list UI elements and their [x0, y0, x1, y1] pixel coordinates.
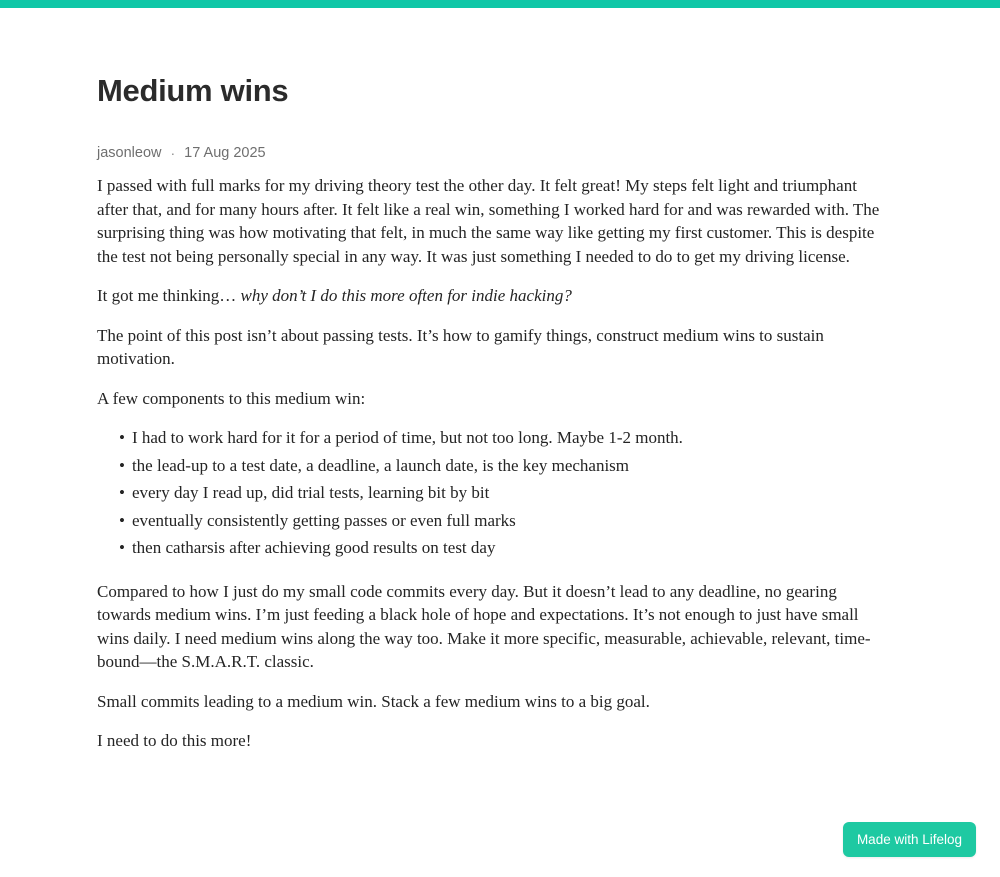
- list-item-text: then catharsis after achieving good results on test day: [131, 538, 496, 558]
- post-body: [97, 174, 887, 753]
- paragraph-text: I passed with full marks for my driving theory test the other day. It felt great! My steps felt light and triumphant after that, and for many hours after. It felt like a real win, something I worked hard for and was rewarded with. The surprising thing was how motivating that felt, in much the same way like getting my first customer. This is despite the test not being personally special in any way. It was just something I needed to do to get my driving license.: [97, 176, 880, 266]
- post-list: [97, 426, 887, 560]
- brand-top-bar: [0, 0, 1000, 8]
- post-paragraph: [97, 580, 887, 674]
- list-item-text: every day I read up, did trial tests, learning bit by bit: [131, 483, 490, 503]
- post-paragraph: [97, 690, 887, 714]
- paragraph-text: I need to do this more!: [97, 731, 252, 751]
- post-meta: [97, 145, 887, 161]
- post-article: [97, 8, 887, 813]
- paragraph-text: Compared to how I just do my small code commits every day. But it doesn’t lead to any deadline, no gearing towards medium wins. I’m just feeding a black hole of hope and expectations. It’s not enough to just have small wins daily. I need medium wins along the way too. Make it more specific, measurable, achievable, relevant, time-bound—the S.M.A.R.T. classic.: [97, 581, 871, 672]
- post-paragraph: [97, 729, 887, 753]
- post-list-item: [119, 536, 887, 560]
- post-list-item: [119, 454, 887, 478]
- post-paragraph: [97, 324, 887, 371]
- post-list-item: [119, 481, 887, 505]
- bullet-marker: •: [119, 510, 125, 530]
- paragraph-text: It got me thinking…: [97, 286, 241, 306]
- made-with-lifelog-badge[interactable]: Made with Lifelog: [843, 822, 976, 857]
- paragraph-text: The point of this post isn’t about passing tests. It’s how to gamify things, construct medium wins to sustain motivation.: [97, 325, 824, 369]
- post-paragraph: [97, 387, 887, 411]
- list-item-text: I had to work hard for it for a period of time, but not too long. Maybe 1-2 month.: [131, 428, 683, 448]
- paragraph-emphasis-text: why don’t I do this more often for indie hacking?: [240, 286, 572, 306]
- post-list-item: [119, 509, 887, 533]
- bullet-marker: •: [119, 428, 125, 448]
- list-item-text: eventually consistently getting passes or even full marks: [131, 510, 516, 530]
- post-date: 17 Aug 2025: [184, 145, 266, 162]
- paragraph-text: Small commits leading to a medium win. Stack a few medium wins to a big goal.: [97, 691, 650, 711]
- post-title: Medium wins: [97, 73, 289, 108]
- paragraph-text: A few components to this medium win:: [97, 388, 366, 408]
- post-paragraph: [97, 284, 887, 308]
- bullet-marker: •: [119, 455, 125, 475]
- list-item-text: the lead-up to a test date, a deadline, a launch date, is the key mechanism: [131, 455, 630, 475]
- post-list-item: [119, 426, 887, 450]
- post-paragraph: [97, 174, 887, 268]
- bullet-marker: •: [119, 538, 125, 558]
- bullet-marker: •: [119, 483, 125, 503]
- post-author[interactable]: jasonleow: [97, 145, 162, 162]
- meta-separator: ·: [170, 145, 176, 162]
